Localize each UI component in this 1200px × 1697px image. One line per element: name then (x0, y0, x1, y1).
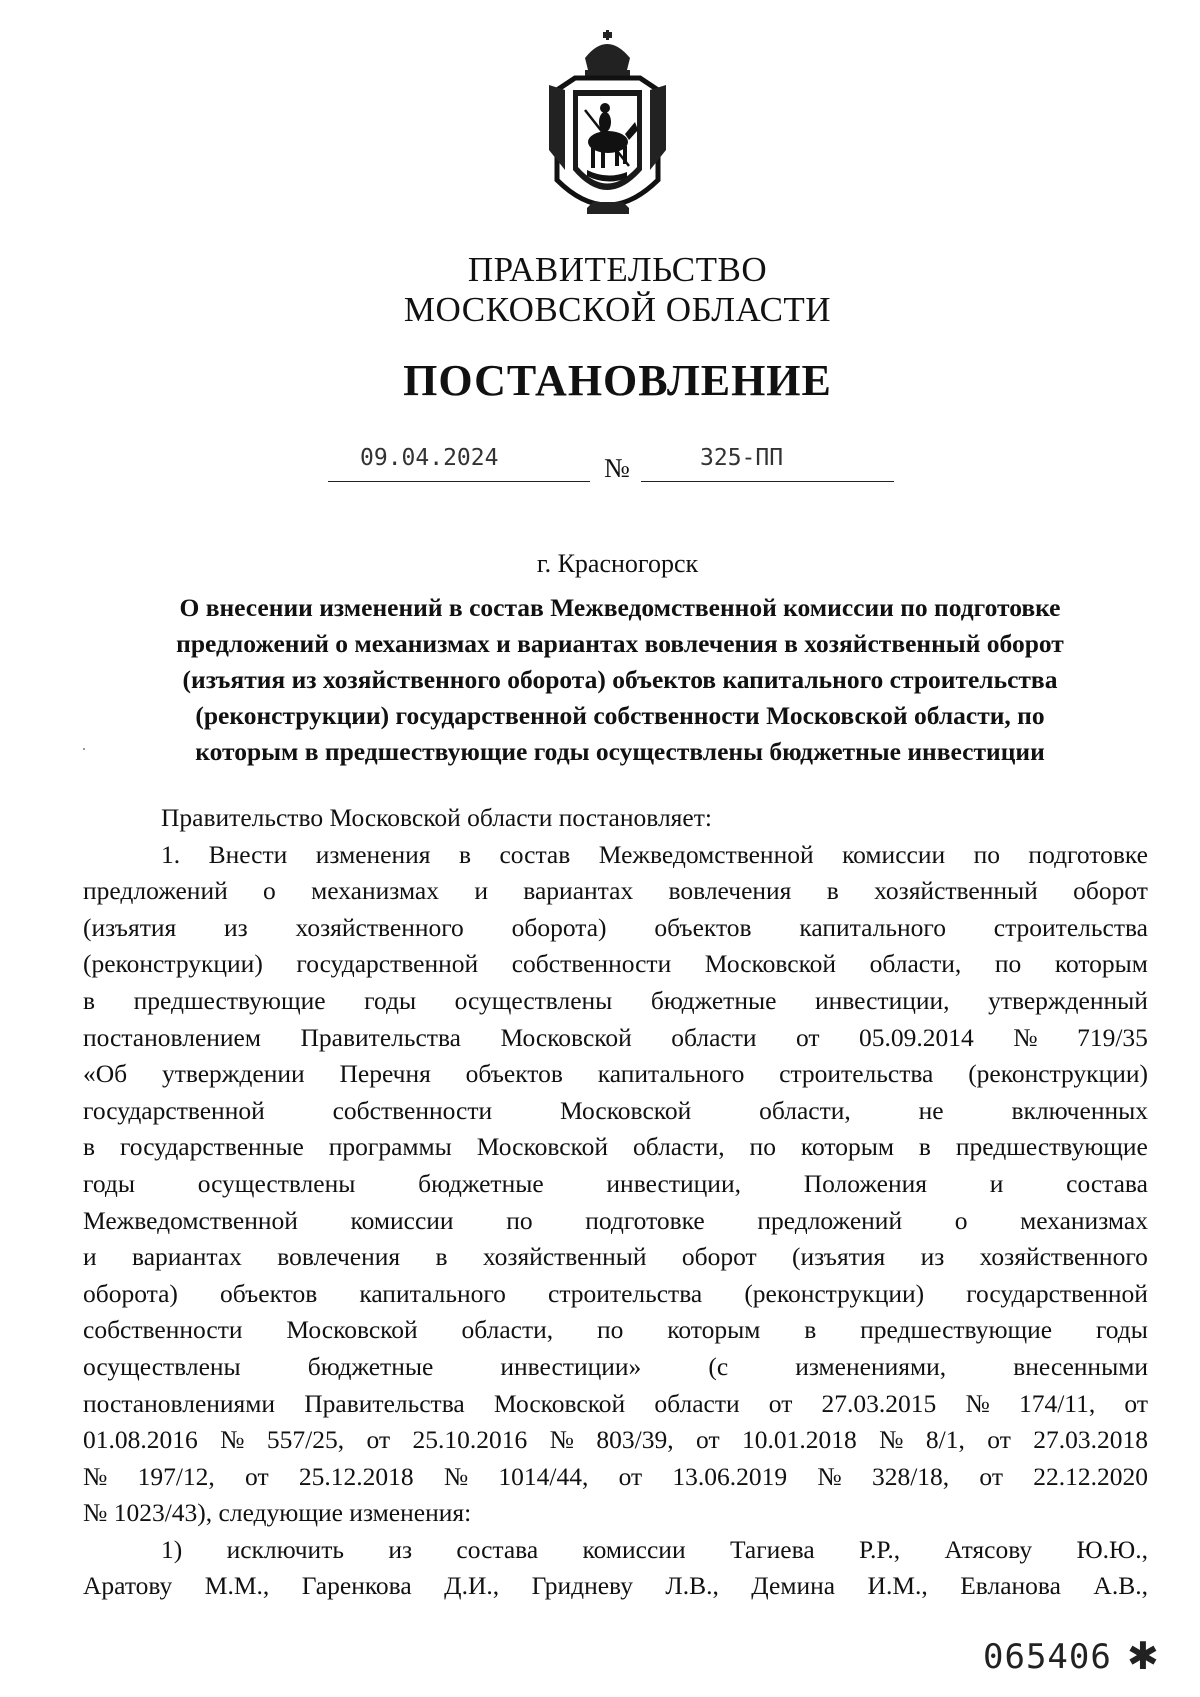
body-line: Межведомственной комиссии по подготовке предложений о механизмах (83, 1205, 1148, 1235)
body-line: постановлениями Правительства Московской области от 27.03.2015 № 174/11, от (83, 1388, 1148, 1418)
body-line: Аратову М.М., Гаренкова Д.И., Гридневу Л.В., Демина И.М., Евланова А.В., (83, 1571, 1148, 1601)
body-line: (изъятия из хозяйственного оборота) объектов капитального строительства (83, 912, 1148, 942)
document-heading (100, 590, 1140, 770)
body-line: собственности Московской области, по которым в предшествующие годы (83, 1315, 1148, 1345)
asterisk-icon: ✱ (1127, 1634, 1159, 1678)
city: г. Красногорск (536, 549, 699, 578)
scan-speck (83, 748, 85, 750)
heading-line: которым в предшествующие годы осуществлены бюджетные инвестиции (195, 737, 1045, 766)
date-underline (328, 481, 590, 482)
document-type: ПОСТАНОВЛЕНИЕ (403, 356, 832, 405)
body-line: государственной собственности Московской области, не включенных (83, 1095, 1148, 1125)
number-underline (641, 481, 894, 482)
heading-line: О внесении изменений в состав Межведомственной комиссии по подготовке (179, 593, 1061, 622)
org-title-line1: ПРАВИТЕЛЬСТВО (467, 250, 768, 289)
body-line: «Об утверждении Перечня объектов капитального строительства (реконструкции) (83, 1059, 1148, 1089)
heading-line: (изъятия из хозяйственного оборота) объектов капитального строительства (182, 665, 1058, 694)
body-line: и вариантах вовлечения в хозяйственный оборот (изъятия из хозяйственного (83, 1242, 1148, 1272)
body-line: осуществлены бюджетные инвестиции» (с изменениями, внесенными (83, 1351, 1148, 1381)
coat-of-arms-icon (545, 30, 670, 230)
body-line: (реконструкции) государственной собственности Московской области, по которым (83, 949, 1148, 979)
stamp-number: 065406 (983, 1637, 1112, 1677)
body-line: постановлением Правительства Московской области от 05.09.2014 № 719/35 (83, 1022, 1148, 1052)
body-line: Правительство Московской области постановляет: (161, 803, 712, 832)
body-line: оборота) объектов капитального строительства (реконструкции) государственной (83, 1278, 1148, 1308)
body-line: 01.08.2016 № 557/25, от 25.10.2016 № 803/39, от 10.01.2018 № 8/1, от 27.03.2018 (83, 1425, 1148, 1455)
document-number: 325-ПП (700, 445, 784, 471)
number-sign: № (604, 453, 630, 483)
body-line: № 197/12, от 25.12.2018 № 1014/44, от 13.06.2019 № 328/18, от 22.12.2020 (83, 1461, 1148, 1491)
body-line: в государственные программы Московской области, по которым в предшествующие (83, 1132, 1148, 1162)
heading-line: (реконструкции) государственной собственности Московской области, по (195, 701, 1045, 730)
document-date: 09.04.2024 (360, 445, 499, 471)
body-line: в предшествующие годы осуществлены бюджетные инвестиции, утвержденный (83, 985, 1148, 1015)
org-title-line2: МОСКОВСКОЙ ОБЛАСТИ (403, 290, 832, 329)
body-line: 1) исключить из состава комиссии Тагиева Р.Р., Атясову Ю.Ю., (161, 1534, 1148, 1564)
document-body (83, 800, 1148, 1605)
body-line: 1. Внести изменения в состав Межведомственной комиссии по подготовке (161, 839, 1148, 869)
body-line: годы осуществлены бюджетные инвестиции, Положения и состава (83, 1168, 1148, 1198)
body-line: № 1023/43), следующие изменения: (83, 1498, 472, 1528)
heading-line: предложений о механизмах и вариантах вовлечения в хозяйственный оборот (176, 629, 1064, 658)
date-number-row (0, 445, 1200, 495)
body-line: предложений о механизмах и вариантах вовлечения в хозяйственный оборот (83, 876, 1148, 906)
